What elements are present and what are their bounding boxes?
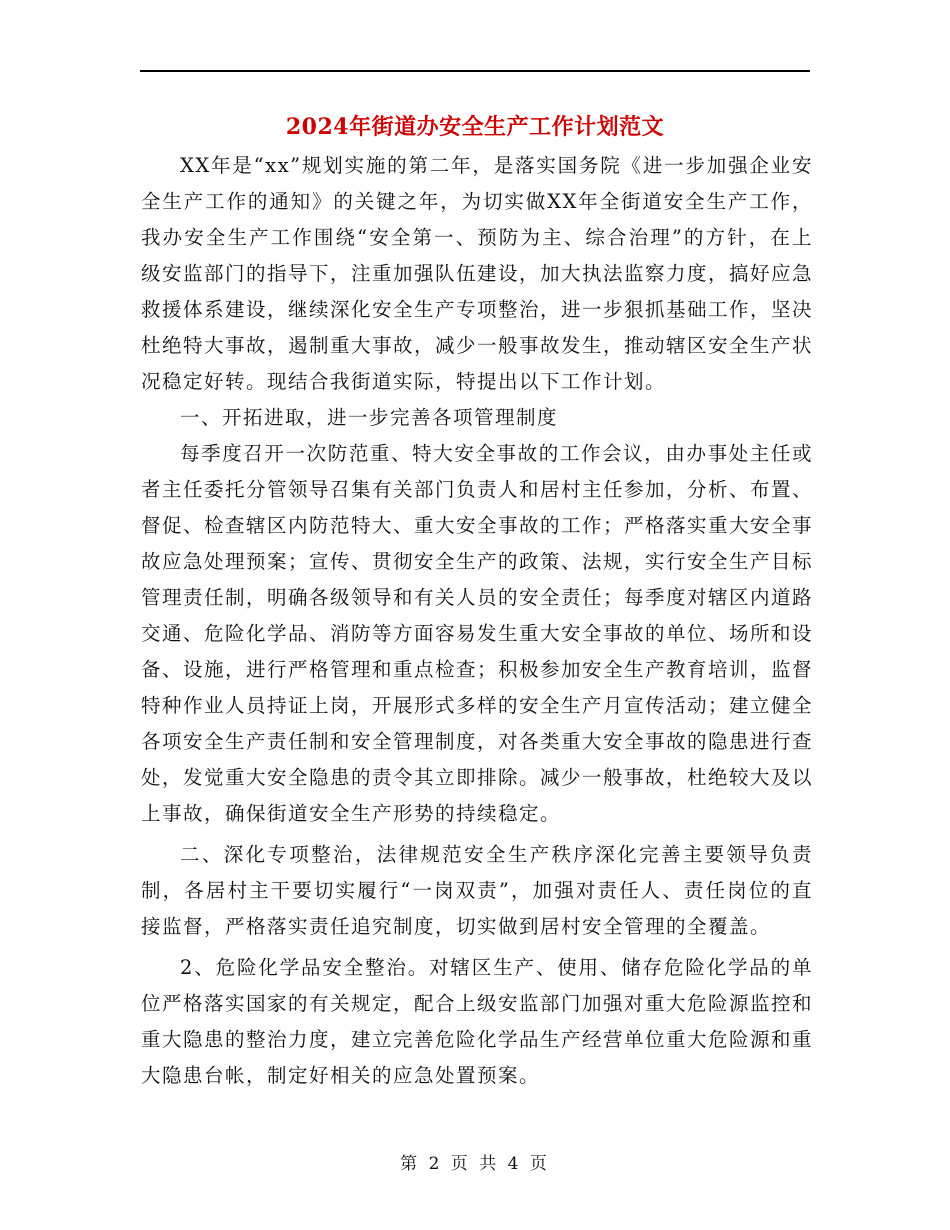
document-body xyxy=(141,148,813,1094)
document-title: 2024年街道办安全生产工作计划范文 xyxy=(285,114,665,140)
paragraph-section-2: 二、深化专项整治，法律规范安全生产秩序深化完善主要领导负责制，各居村主干要切实履行“一岗双责”，加强对责任人、责任岗位的直接监督，严格落实责任追究制度，切实做到居村安全管理的全覆盖。 xyxy=(141,843,813,938)
header-rule xyxy=(140,70,810,72)
paragraph-intro: XX年是“xx”规划实施的第二年，是落实国务院《进一步加强企业安全生产工作的通知》的关键之年，为切实做XX年全街道安全生产工作，我办安全生产工作围绕“安全第一、预防为主、综合治理”的方针，在上级安监部门的指导下，注重加强队伍建设，加大执法监察力度，搞好应急救援体系建设，继续深化安全生产专项整治，进一步狠抓基础工作，坚决杜绝特大事故，遏制重大事故，减少一般事故发生，推动辖区安全生产状况稳定好转。现结合我街道实际，特提出以下工作计划。 xyxy=(141,154,814,393)
paragraph-section-1: 每季度召开一次防范重、特大安全事故的工作会议，由办事处主任或者主任委托分管领导召集有关部门负责人和居村主任参加，分析、布置、督促、检查辖区内防范特大、重大安全事故的工作；严格落实重大安全事故应急处理预案；宣传、贯彻安全生产的政策、法规，实行安全生产目标管理责任制，明确各级领导和有关人员的安全责任；每季度对辖区内道路交通、危险化学品、消防等方面容易发生重大安全事故的单位、场所和设备、设施，进行严格管理和重点检查；积极参加安全生产教育培训，监督特种作业人员持证上岗，开展形式多样的安全生产月宣传活动；建立健全各项安全生产责任制和安全管理制度，对各类重大安全事故的隐患进行查处，发觉重大安全隐患的责令其立即排除。减少一般事故，杜绝较大及以上事故，确保街道安全生产形势的持续稳定。 xyxy=(141,442,814,825)
page-number: 第 2 页 共 4 页 xyxy=(400,1154,550,1174)
paragraph-item-2: 2、危险化学品安全整治。对辖区生产、使用、储存危险化学品的单位严格落实国家的有关规定，配合上级安监部门加强对重大危险源监控和重大隐患的整治力度，建立完善危险化学品生产经营单位重大危险源和重大隐患台帐，制定好相关的应急处置预案。 xyxy=(141,956,814,1087)
section-heading-1: 一、开拓进取，进一步完善各项管理制度 xyxy=(180,406,559,429)
